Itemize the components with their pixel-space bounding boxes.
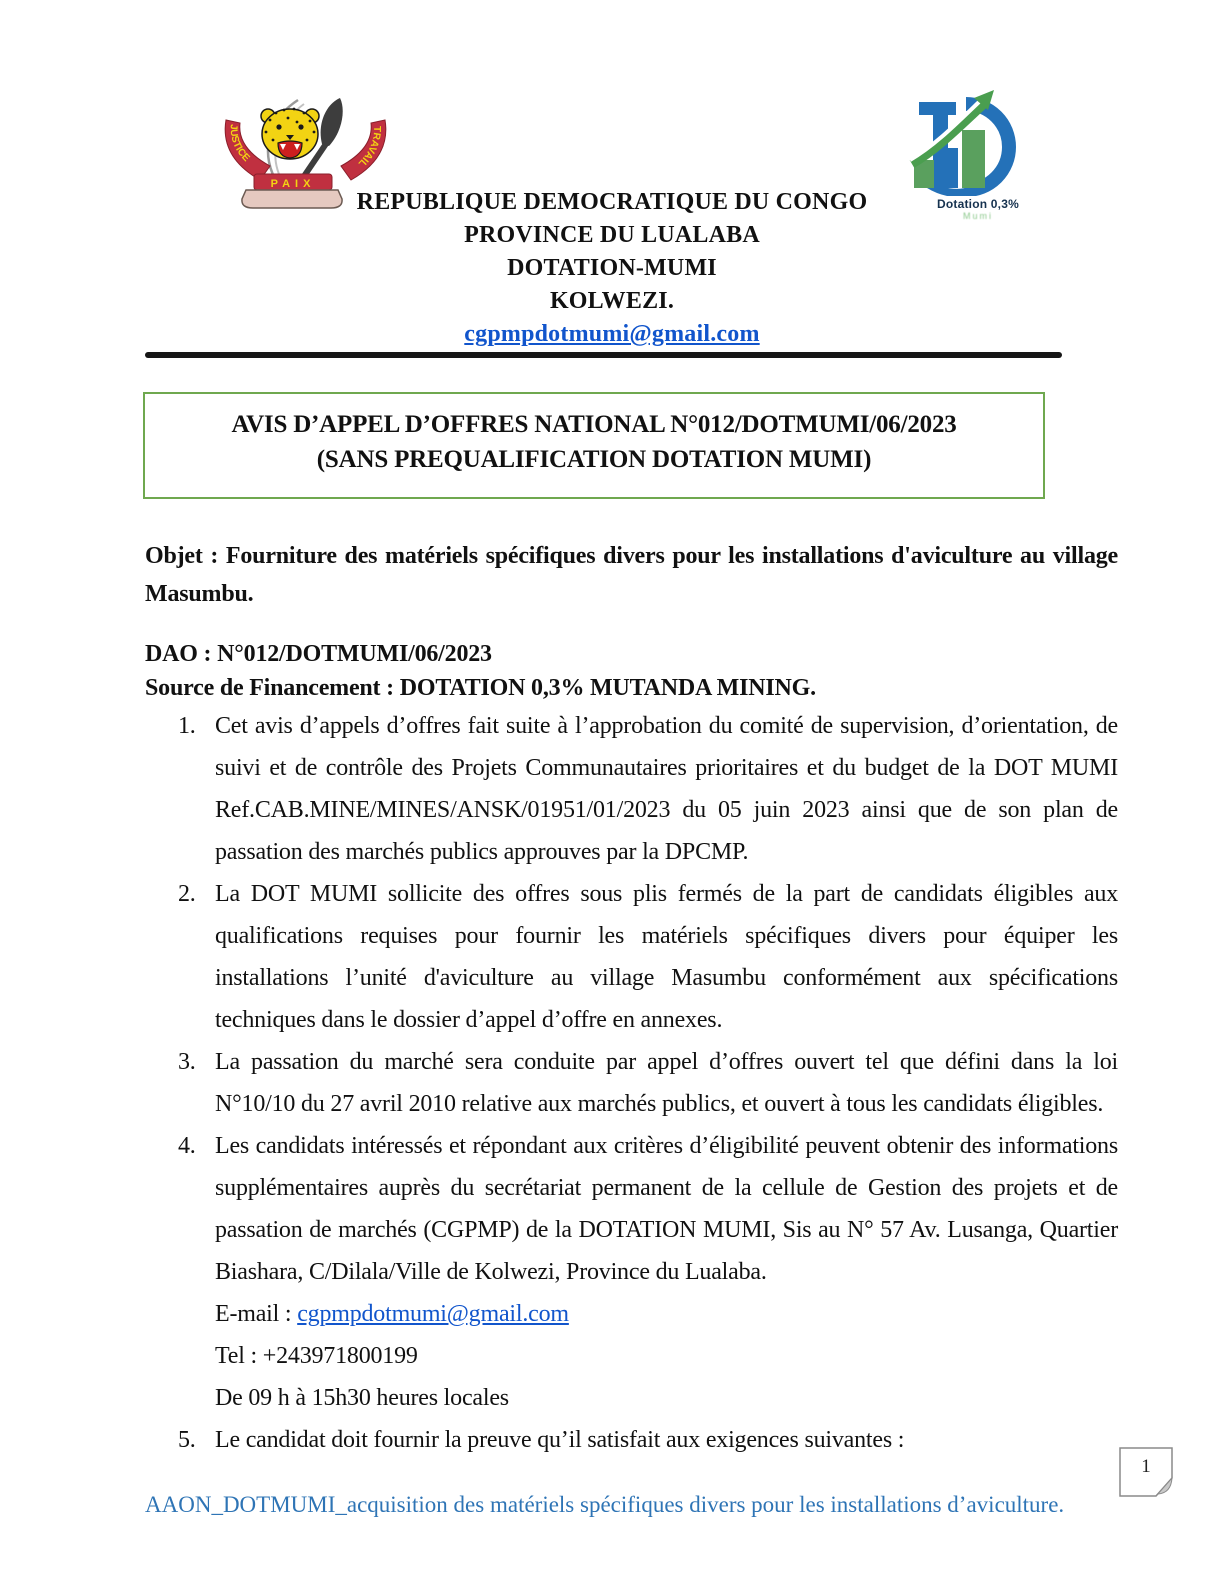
letterhead-entity: DOTATION-MUMI	[507, 255, 717, 281]
notice-box	[143, 392, 1045, 499]
notice-title-line2: (SANS PREQUALIFICATION DOTATION MUMI)	[316, 446, 872, 473]
contact-email-line	[145, 1293, 1118, 1335]
motto-paix: PAIX	[270, 178, 316, 190]
dao-line: DAO : N°012/DOTMUMI/06/2023	[145, 641, 492, 667]
list-item-5	[145, 1419, 1118, 1461]
document-body	[145, 537, 1118, 1461]
list-item-number: 1.	[178, 713, 196, 739]
letterhead-email-link[interactable]: cgpmpdotmumi@gmail.com	[464, 321, 760, 347]
list-item-text: La DOT MUMI sollicite des offres sous plis fermés de la part de candidats éligibles aux qualifications requises pour fournir les matériels spécifiques divers pour équiper les installations l’unité d'aviculture au village Masumbu conformément aux spécifications techniques dans le dossier d’appel d’offre en annexes.	[215, 881, 1118, 1033]
list-item-text: Le candidat doit fournir la preuve qu’il satisfait aux exigences suivantes :	[215, 1427, 905, 1453]
objet-paragraph: Objet : Fourniture des matériels spécifiques divers pour les installations d'aviculture au village Masumbu.	[145, 543, 1118, 607]
dotation-logo-icon	[906, 88, 1051, 196]
letterhead	[0, 186, 1224, 351]
financement-line: Source de Financement : DOTATION 0,3% MUTANDA MINING.	[145, 675, 816, 701]
letterhead-province: PROVINCE DU LUALABA	[464, 222, 760, 248]
list-item-text: Cet avis d’appels d’offres fait suite à l’approbation du comité de supervision, d’orientation, de suivi et de contrôle des Projets Communautaires prioritaires et du budget de la DOT MUMI Ref.CAB.MINE/MINES/ANSK/01951/01/2023 du 05 juin 2023 ainsi que de son plan de passation des marchés publics approuves par la DPCMP.	[215, 713, 1118, 865]
contact-email-link[interactable]: cgpmpdotmumi@gmail.com	[297, 1301, 569, 1327]
contact-hours-line: De 09 h à 15h30 heures locales	[215, 1385, 509, 1411]
contact-tel-line: Tel : +243971800199	[215, 1343, 418, 1369]
notice-title-line1: AVIS D’APPEL D’OFFRES NATIONAL N°012/DOTMUMI/06/2023	[231, 411, 957, 438]
list-item-number: 4.	[178, 1133, 196, 1159]
list-item-3	[145, 1041, 1118, 1125]
list-item-1	[145, 705, 1118, 873]
list-item-text: Les candidats intéressés et répondant aux critères d’éligibilité peuvent obtenir des informations supplémentaires auprès du secrétariat permanent de la cellule de Gestion des projets et de passation de marchés (CGPMP) de la DOTATION MUMI, Sis au N° 57 Av. Lusanga, Quartier Biashara, C/Dilala/Ville de Kolwezi, Province du Lualaba.	[215, 1133, 1118, 1285]
page-number: 1	[1141, 1456, 1151, 1477]
list-item-2	[145, 873, 1118, 1041]
numbered-list	[145, 705, 1118, 1461]
list-item-number: 3.	[178, 1049, 196, 1075]
list-item-4	[145, 1125, 1118, 1293]
motto-travail: TRAVAIL	[355, 126, 383, 169]
letterhead-country: REPUBLIQUE DEMOCRATIQUE DU CONGO	[356, 189, 868, 215]
dotation-logo-sublabel: Mumi	[963, 211, 993, 221]
list-item-text: La passation du marché sera conduite par appel d’offres ouvert tel que défini dans la loi N°10/10 du 27 avril 2010 relative aux marchés publics, et ouvert à tous les candidats éligibles.	[215, 1049, 1118, 1117]
list-item-number: 5.	[178, 1427, 196, 1453]
letterhead-city: KOLWEZI.	[549, 288, 675, 314]
header-rule	[145, 352, 1062, 358]
contact-email-label: E-mail :	[215, 1301, 298, 1327]
page-number-widget	[1119, 1447, 1181, 1497]
motto-justice: JUSTICE	[227, 123, 252, 164]
dotation-logo-label: Dotation 0,3%	[937, 197, 1019, 211]
list-item-number: 2.	[178, 881, 196, 907]
footer-reference: AAON_DOTMUMI_acquisition des matériels spécifiques divers pour les installations d’aviculture.	[145, 1492, 1065, 1517]
